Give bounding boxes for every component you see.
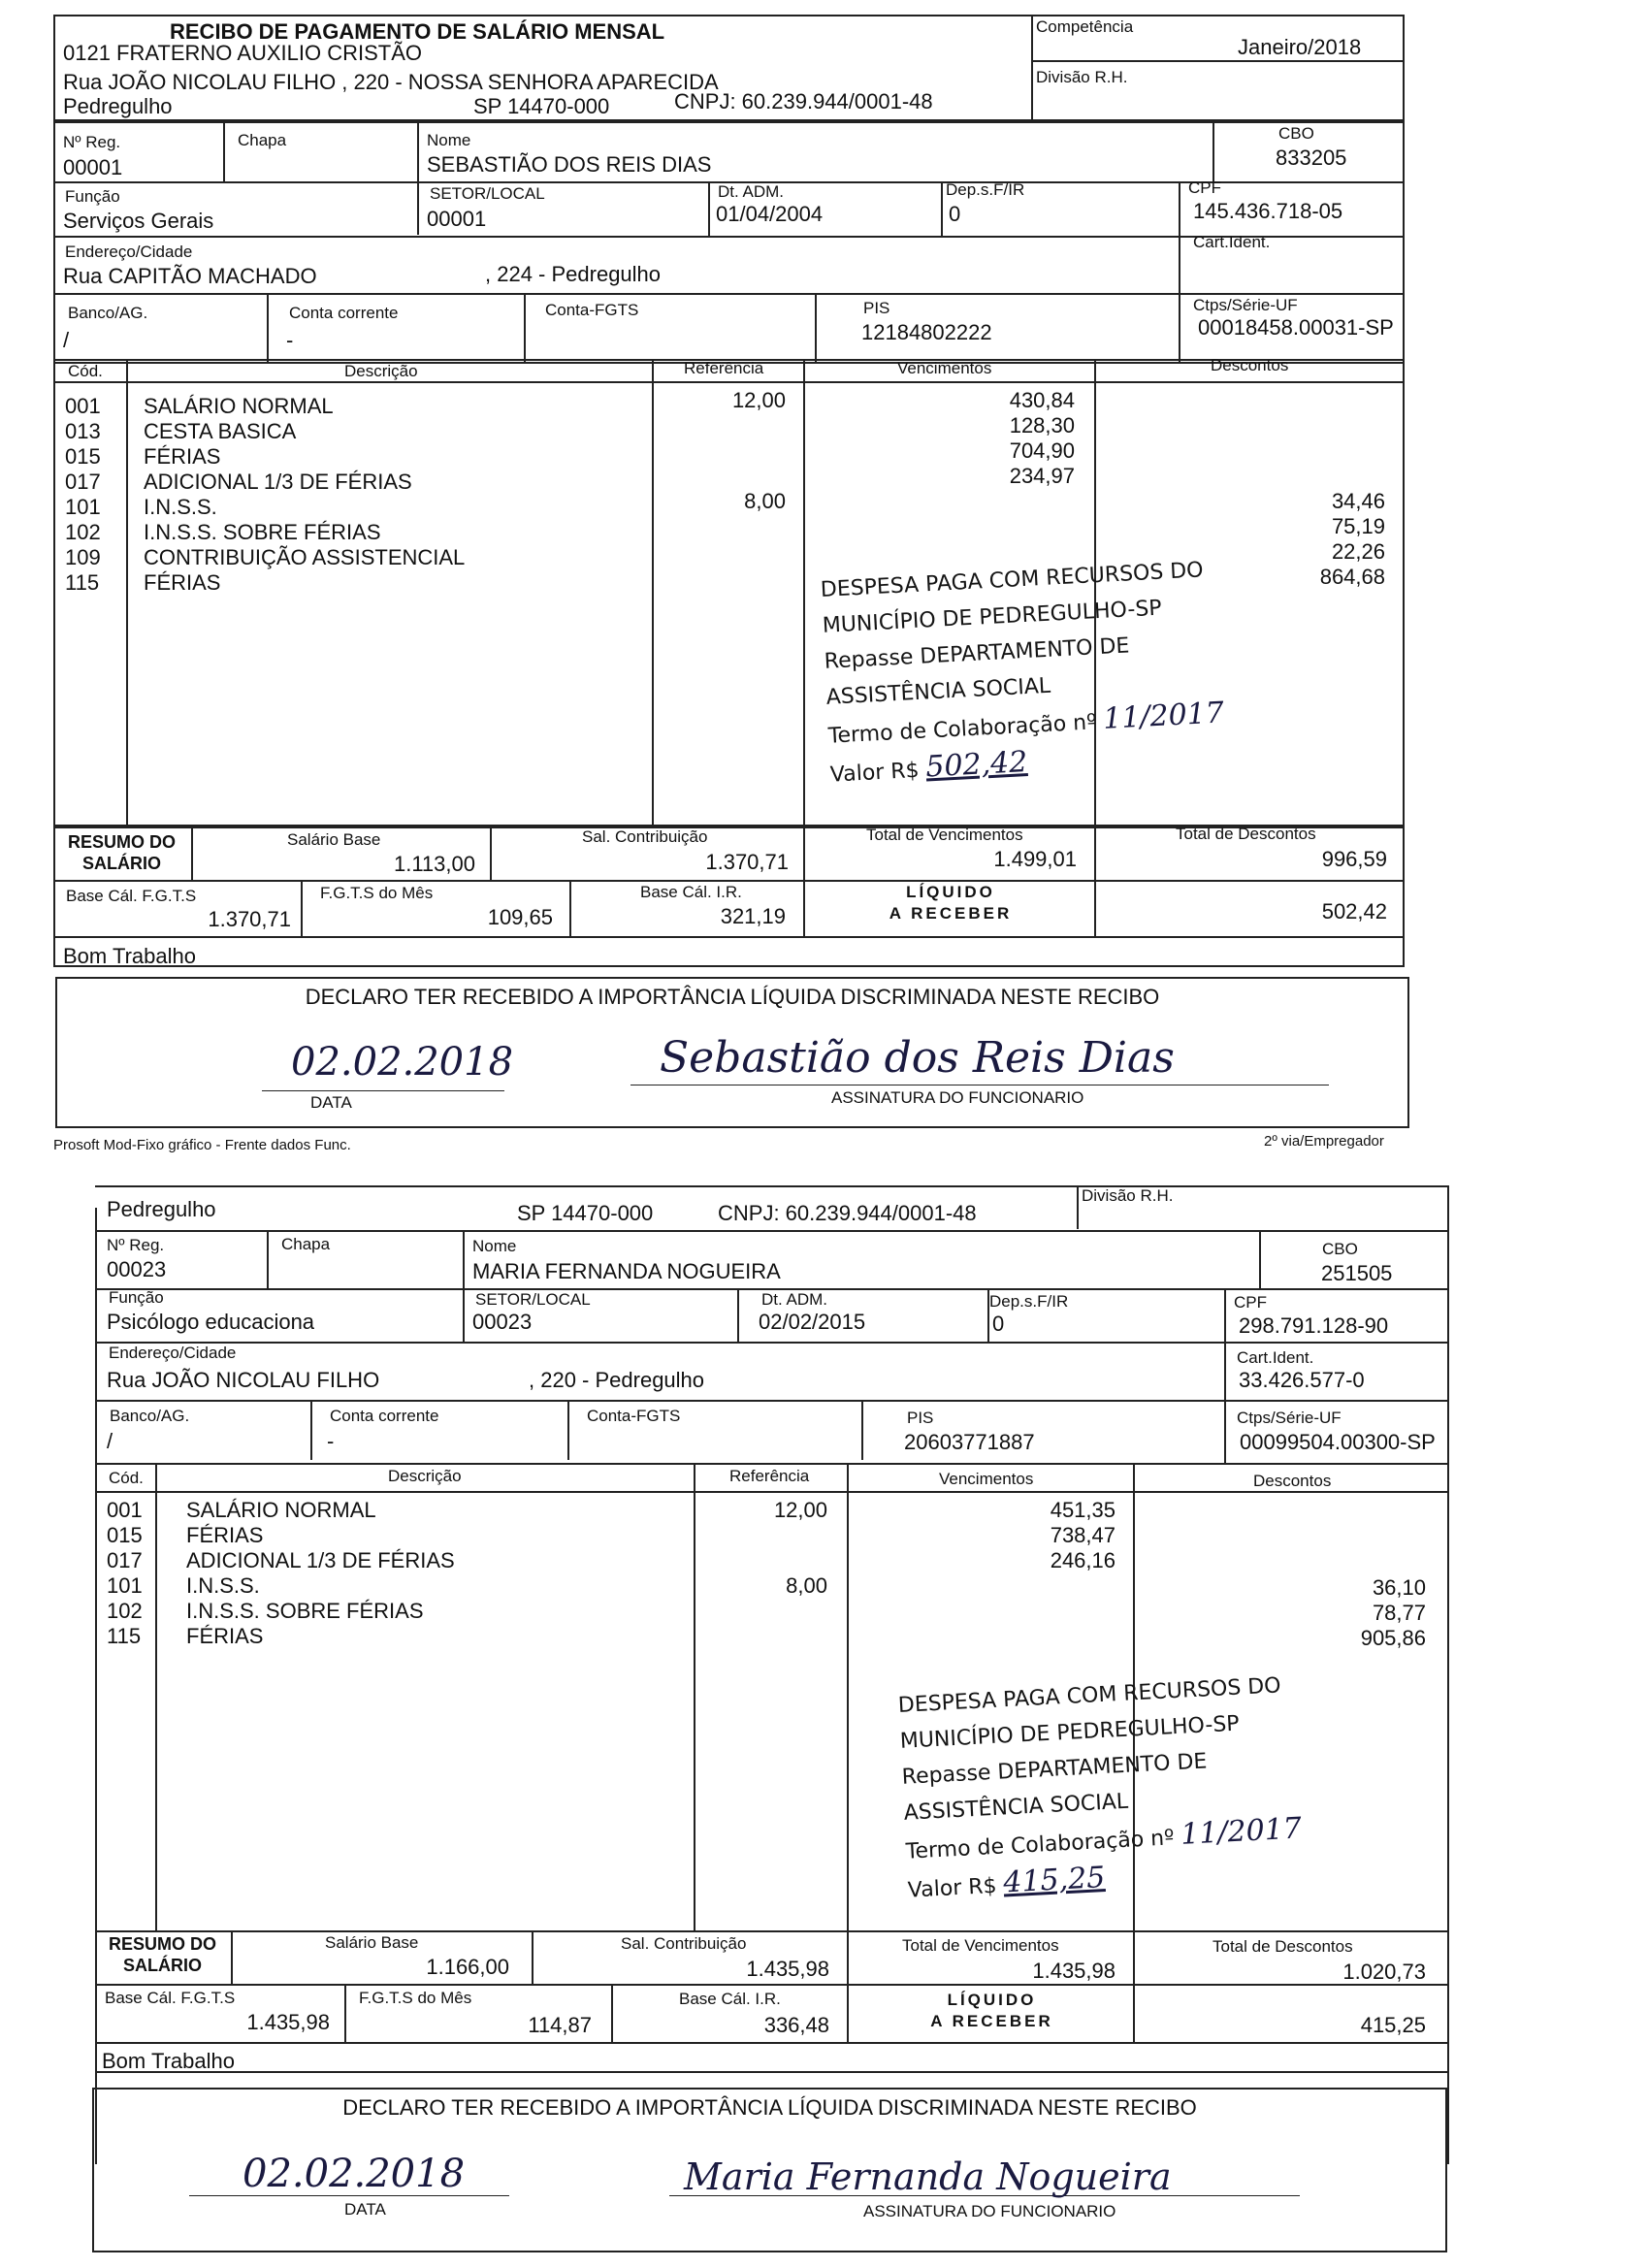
stamp-line-2: MUNICÍPIO DE PEDREGULHO-SP — [822, 596, 1163, 638]
resumo-label-2: SALÁRIO — [82, 854, 161, 873]
endereco-value-2: Rua JOÃO NICOLAU FILHO — [107, 1368, 380, 1392]
fgts-mes-value-2: 114,87 — [528, 2013, 592, 2037]
col-vencimentos-2: Vencimentos — [939, 1470, 1034, 1488]
nreg-value: 00001 — [63, 155, 123, 179]
item-descontos: 34,46 75,19 22,26 864,68 — [1319, 489, 1385, 589]
item-descontos-2: 36,10 78,77 905,86 — [1360, 1575, 1426, 1650]
dtadm-label-2: Dt. ADM. — [761, 1290, 828, 1309]
fgts-label: Conta-FGTS — [545, 301, 639, 319]
cart-label-2: Cart.Ident. — [1237, 1348, 1314, 1367]
pis-label: PIS — [863, 299, 890, 317]
nome-label: Nome — [427, 131, 471, 149]
cbo-label: CBO — [1278, 124, 1314, 143]
fgts-mes-label-2: F.G.T.S do Mês — [359, 1989, 472, 2007]
base-ir-value-2: 336,48 — [763, 2013, 829, 2037]
municipal-stamp-2 — [897, 1668, 1305, 1909]
nreg-label-2: Nº Reg. — [107, 1236, 165, 1254]
dtadm-value: 01/04/2004 — [716, 202, 824, 226]
setor-value-2: 00023 — [472, 1310, 533, 1334]
dtadm-label: Dt. ADM. — [718, 182, 785, 201]
stamp2-line-4: ASSISTÊNCIA SOCIAL — [903, 1789, 1129, 1826]
base-fgts-label: Base Cál. F.G.T.S — [66, 887, 197, 905]
base-ir-value: 321,19 — [720, 904, 786, 928]
base-ir-label-2: Base Cál. I.R. — [679, 1990, 781, 2008]
banco-label: Banco/AG. — [68, 304, 148, 322]
item-descriptions-2: SALÁRIO NORMAL FÉRIAS ADICIONAL 1/3 DE FÉRIAS I.N.S.S. I.N.S.S. SOBRE FÉRIAS FÉRIAS — [186, 1498, 455, 1648]
date-handwritten: 02.02.2018 — [291, 1040, 514, 1085]
sal-contrib-label: Sal. Contribuição — [582, 827, 708, 846]
total-desc-label: Total de Descontos — [1176, 825, 1316, 843]
conta-value: - — [286, 328, 294, 352]
stamp-line-1: DESPESA PAGA COM RECURSOS DO — [820, 558, 1205, 602]
stamp-line-3: Repasse DEPARTAMENTO DE — [824, 633, 1130, 674]
base-ir-label: Base Cál. I.R. — [640, 883, 742, 901]
footer-right: 2º via/Empregador — [1264, 1133, 1384, 1150]
total-desc-value-2: 1.020,73 — [1342, 1960, 1426, 1984]
liquido-label-2-2: A RECEBER — [930, 2012, 1053, 2030]
declaration-text: DECLARO TER RECEBIDO A IMPORTÂNCIA LÍQUIDA DISCRIMINADA NESTE RECIBO — [305, 985, 1160, 1009]
banco-label-2: Banco/AG. — [110, 1407, 190, 1425]
ctps-label: Ctps/Série-UF — [1193, 296, 1298, 314]
funcao-value: Serviços Gerais — [63, 209, 214, 233]
company-address: Rua JOÃO NICOLAU FILHO , 220 - NOSSA SENHORA APARECIDA — [63, 70, 719, 94]
base-fgts-value-2: 1.435,98 — [246, 2010, 330, 2034]
signature-handwritten-2: Maria Fernanda Nogueira — [684, 2155, 1172, 2198]
resumo-label-2-2: SALÁRIO — [123, 1956, 202, 1975]
col-descontos: Descontos — [1211, 356, 1289, 374]
item-codes: 001 013 015 017 101 102 109 115 — [65, 394, 101, 595]
date-label-2: DATA — [344, 2200, 386, 2219]
cbo-value-2: 251505 — [1321, 1261, 1393, 1285]
cpf-label: CPF — [1188, 178, 1221, 197]
conta-label: Conta corrente — [289, 304, 399, 322]
date-handwritten-2: 02.02.2018 — [242, 2152, 466, 2196]
col-cod-2: Cód. — [109, 1469, 144, 1487]
fgts-mes-value: 109,65 — [487, 905, 553, 929]
sal-base-label: Salário Base — [287, 830, 381, 849]
divisao-label: Divisão R.H. — [1036, 68, 1128, 86]
col-referencia: Referência — [684, 359, 764, 377]
footer-left: Prosoft Mod-Fixo gráfico - Frente dados Func. — [53, 1137, 351, 1153]
company-cnpj: CNPJ: 60.239.944/0001-48 — [674, 89, 933, 113]
termo-handwritten: 11/2017 — [1102, 696, 1225, 736]
chapa-label-2: Chapa — [281, 1235, 331, 1253]
funcao-label-2: Função — [109, 1288, 164, 1307]
ctps-value: 00018458.00031-SP — [1198, 315, 1394, 340]
date-label: DATA — [310, 1093, 352, 1112]
chapa-label: Chapa — [238, 131, 287, 149]
declaration-text-2: DECLARO TER RECEBIDO A IMPORTÂNCIA LÍQUIDA DISCRIMINADA NESTE RECIBO — [342, 2095, 1197, 2120]
nreg-label: Nº Reg. — [63, 133, 121, 151]
termo-handwritten-2: 11/2017 — [1180, 1811, 1303, 1852]
pis-label-2: PIS — [907, 1409, 934, 1427]
item-references: 12,00 8,00 — [731, 388, 786, 513]
dep-value: 0 — [949, 202, 961, 226]
sal-base-label-2: Salário Base — [325, 1933, 419, 1952]
setor-label: SETOR/LOCAL — [430, 184, 545, 203]
cpf-label-2: CPF — [1234, 1293, 1267, 1312]
total-venc-label: Total de Vencimentos — [866, 826, 1023, 844]
pis-value: 12184802222 — [861, 320, 992, 344]
divisao-label-2: Divisão R.H. — [1082, 1186, 1174, 1205]
stamp2-line-5: Termo de Colaboração nº 11/2017 — [905, 1811, 1303, 1864]
company-state-zip: SP 14470-000 — [473, 94, 610, 118]
total-venc-label-2: Total de Vencimentos — [902, 1936, 1059, 1955]
sal-base-value: 1.113,00 — [393, 852, 475, 876]
banco-value: / — [63, 328, 70, 352]
item-vencimentos: 430,84 128,30 704,90 234,97 — [1009, 388, 1075, 488]
company-cnpj-2: CNPJ: 60.239.944/0001-48 — [718, 1201, 977, 1225]
signature-label: ASSINATURA DO FUNCIONARIO — [831, 1088, 1084, 1107]
sal-contrib-value: 1.370,71 — [705, 850, 789, 874]
competencia-value: Janeiro/2018 — [1238, 35, 1362, 59]
liquido-label-1: LÍQUIDO — [906, 883, 995, 901]
fgts-mes-label: F.G.T.S do Mês — [320, 884, 434, 902]
ctps-label-2: Ctps/Série-UF — [1237, 1409, 1342, 1427]
message: Bom Trabalho — [63, 944, 196, 968]
col-vencimentos: Vencimentos — [897, 359, 992, 377]
total-venc-value-2: 1.435,98 — [1032, 1959, 1116, 1983]
liquido-label-1-2: LÍQUIDO — [947, 1991, 1037, 2009]
base-fgts-value: 1.370,71 — [208, 907, 291, 931]
competencia-label: Competência — [1036, 17, 1134, 36]
dep-label: Dep.s.F/IR — [946, 180, 1025, 199]
cbo-label-2: CBO — [1322, 1240, 1358, 1258]
signature-label-2: ASSINATURA DO FUNCIONARIO — [863, 2202, 1116, 2220]
col-cod: Cód. — [68, 362, 103, 380]
col-descricao-2: Descrição — [388, 1467, 462, 1485]
dtadm-value-2: 02/02/2015 — [759, 1310, 866, 1334]
nome-label-2: Nome — [472, 1237, 517, 1255]
endereco-value: Rua CAPITÃO MACHADO — [63, 264, 317, 288]
liquido-value: 502,42 — [1321, 899, 1387, 923]
ctps-value-2: 00099504.00300-SP — [1240, 1430, 1436, 1454]
stamp-line-5: Termo de Colaboração nº 11/2017 — [827, 696, 1225, 749]
conta-value-2: - — [327, 1429, 335, 1453]
col-descricao: Descrição — [344, 362, 418, 380]
item-vencimentos-2: 451,35 738,47 246,16 — [1050, 1498, 1116, 1572]
sal-contrib-label-2: Sal. Contribuição — [621, 1934, 747, 1953]
pis-value-2: 20603771887 — [904, 1430, 1035, 1454]
total-venc-value: 1.499,01 — [993, 847, 1077, 871]
nome-value-2: MARIA FERNANDA NOGUEIRA — [472, 1259, 781, 1283]
sal-contrib-value-2: 1.435,98 — [746, 1957, 829, 1981]
company-city-2: Pedregulho — [107, 1197, 216, 1221]
item-references-2: 12,00 8,00 — [773, 1498, 827, 1598]
cpf-value-2: 298.791.128-90 — [1239, 1313, 1389, 1338]
conta-label-2: Conta corrente — [330, 1407, 439, 1425]
resumo-label-1-2: RESUMO DO — [108, 1934, 216, 1954]
col-referencia-2: Referência — [729, 1467, 810, 1485]
valor-handwritten-2: 415,25 — [1002, 1861, 1107, 1900]
nome-value: SEBASTIÃO DOS REIS DIAS — [427, 152, 712, 177]
item-descriptions: SALÁRIO NORMAL CESTA BASICA FÉRIAS ADICIONAL 1/3 DE FÉRIAS I.N.S.S. I.N.S.S. SOBRE FÉRIAS CONTRIBUIÇÃO ASSISTENCIAL FÉRIAS — [144, 394, 466, 595]
stamp2-line-6: Valor R$ 415,25 — [907, 1861, 1107, 1903]
setor-label-2: SETOR/LOCAL — [475, 1290, 591, 1309]
stamp2-line-3: Repasse DEPARTAMENTO DE — [901, 1749, 1208, 1790]
cart-value-2: 33.426.577-0 — [1239, 1368, 1365, 1392]
banco-value-2: / — [107, 1429, 113, 1453]
endereco-label-2: Endereço/Cidade — [109, 1344, 237, 1362]
signature-handwritten: Sebastião dos Reis Dias — [660, 1033, 1175, 1083]
col-descontos-2: Descontos — [1253, 1472, 1332, 1490]
receipt-title: RECIBO DE PAGAMENTO DE SALÁRIO MENSAL — [170, 19, 665, 44]
company-city: Pedregulho — [63, 94, 173, 118]
cbo-value: 833205 — [1276, 146, 1347, 170]
dep-value-2: 0 — [992, 1312, 1005, 1336]
cart-label: Cart.Ident. — [1193, 233, 1271, 251]
stamp-line-4: ASSISTÊNCIA SOCIAL — [825, 673, 1051, 710]
dep-label-2: Dep.s.F/IR — [989, 1292, 1069, 1311]
municipal-stamp — [820, 552, 1227, 794]
company-name: 0121 FRATERNO AUXILIO CRISTÃO — [63, 41, 423, 65]
liquido-label-2: A RECEBER — [889, 904, 1013, 923]
total-desc-label-2: Total de Descontos — [1212, 1937, 1353, 1956]
setor-value: 00001 — [427, 207, 487, 231]
funcao-value-2: Psicólogo educaciona — [107, 1310, 315, 1334]
base-fgts-label-2: Base Cál. F.G.T.S — [105, 1989, 236, 2007]
stamp2-line-2: MUNICÍPIO DE PEDREGULHO-SP — [899, 1711, 1241, 1754]
stamp2-line-1: DESPESA PAGA COM RECURSOS DO — [897, 1673, 1282, 1718]
endereco-label: Endereço/Cidade — [65, 243, 193, 261]
sal-base-value-2: 1.166,00 — [426, 1955, 509, 1979]
resumo-label-1: RESUMO DO — [67, 832, 176, 852]
stamp-line-6: Valor R$ 502,42 — [829, 745, 1029, 788]
cpf-value: 145.436.718-05 — [1193, 199, 1343, 223]
fgts-label-2: Conta-FGTS — [587, 1407, 681, 1425]
valor-handwritten: 502,42 — [924, 745, 1029, 785]
endereco-number: , 224 - Pedregulho — [485, 262, 662, 286]
item-codes-2: 001 015 017 101 102 115 — [107, 1498, 143, 1648]
endereco-number-2: , 220 - Pedregulho — [529, 1368, 705, 1392]
funcao-label: Função — [65, 187, 120, 206]
company-state-zip-2: SP 14470-000 — [517, 1201, 654, 1225]
total-desc-value: 996,59 — [1321, 847, 1387, 871]
message-2: Bom Trabalho — [102, 2049, 235, 2073]
liquido-value-2: 415,25 — [1360, 2013, 1426, 2037]
nreg-value-2: 00023 — [107, 1257, 167, 1281]
